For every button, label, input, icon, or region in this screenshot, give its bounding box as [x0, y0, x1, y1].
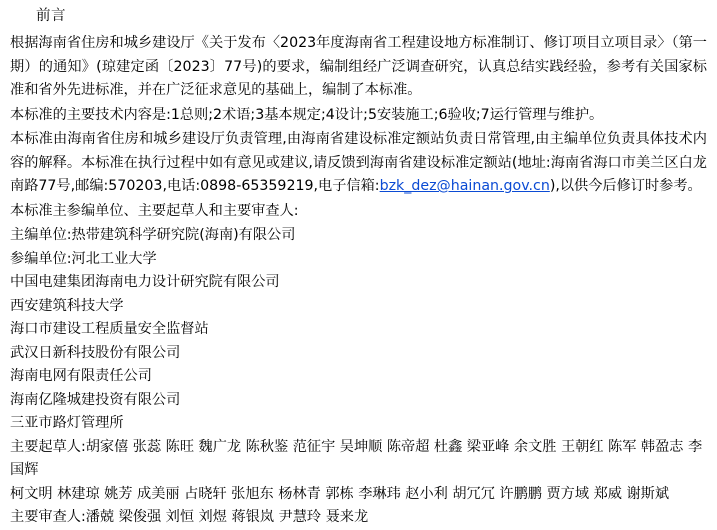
- list-item: 中国电建集团海南电力设计研究院有限公司: [10, 274, 280, 290]
- drafters-line: 主要起草人:胡家僖 张蕊 陈旺 魏广龙 陈秋鉴 范征宇 吴坤顺 陈帝超 杜鑫 梁亚峰 余文胜 王朝红 陈军 韩盈志 李国辉: [10, 438, 703, 478]
- drafters-line: 柯文明 林建琼 姚芳 成美丽 占晓轩 张旭东 杨林青 郭栋 李琳玮 赵小利 胡冗冗 许鹏鹏 贾方域 郑威 谢斯斌: [10, 485, 670, 502]
- list-item: 海南亿隆城建投资有限公司: [10, 391, 181, 408]
- list-item: 武汉日新科技股份有限公司: [10, 344, 181, 361]
- paragraph-technical-contents: 本标准的主要技术内容是:1总则;2术语;3基本规定;4设计;5安装施工;6验收;7运行管理与维护。: [10, 106, 604, 123]
- drafters-list: [10, 436, 707, 507]
- contact-text-after: ),以供今后修订时参考。: [549, 178, 702, 194]
- page-title: 前言: [36, 8, 66, 24]
- list-item: 西安建筑科技大学: [10, 297, 124, 314]
- list-item: 海口市建设工程质量安全监督站: [10, 321, 209, 337]
- contact-text-before: 本标准由海南省住房和城乡建设厅负责管理,由海南省建设标准定额站负责日常管理,由主编单位负责具体技术内容的解释。本标准在执行过程中如有意见或建议,请反馈到海南省建设标准定额站(地址:海南省海口市美兰区白龙南路77号,邮编:570203,电话:0898-65359219,电子信箱:: [10, 131, 707, 194]
- unit-list: [10, 224, 707, 436]
- paragraph-management-contact: [10, 128, 707, 199]
- email-link[interactable]: bzk_dez@hainan.gov.cn: [379, 178, 550, 194]
- list-item: 三亚市路灯管理所: [10, 415, 124, 431]
- paragraph-units-intro: 本标准主参编单位、主要起草人和主要审查人:: [10, 202, 299, 219]
- list-item: 海南电网有限责任公司: [10, 368, 152, 384]
- list-item: 主编单位:热带建筑科学研究院(海南)有限公司: [10, 227, 296, 243]
- reviewers-line: 主要审查人:潘兢 梁俊强 刘恒 刘煜 蒋银岚 尹慧玲 聂来龙: [10, 509, 369, 525]
- paragraph-foreword-1: 根据海南省住房和城乡建设厅《关于发布〈2023年度海南省工程建设地方标准制订、修订项目立项目录〉（第一期）的通知》(琼建定函〔2023〕77号)的要求，编制组经广泛调查研究，认真总结实践经验，参考有关国家标准和省外先进标准，并在广泛征求意见的基础上，编制了本标准。: [10, 35, 707, 98]
- list-item: 参编单位:河北工业大学: [10, 250, 157, 267]
